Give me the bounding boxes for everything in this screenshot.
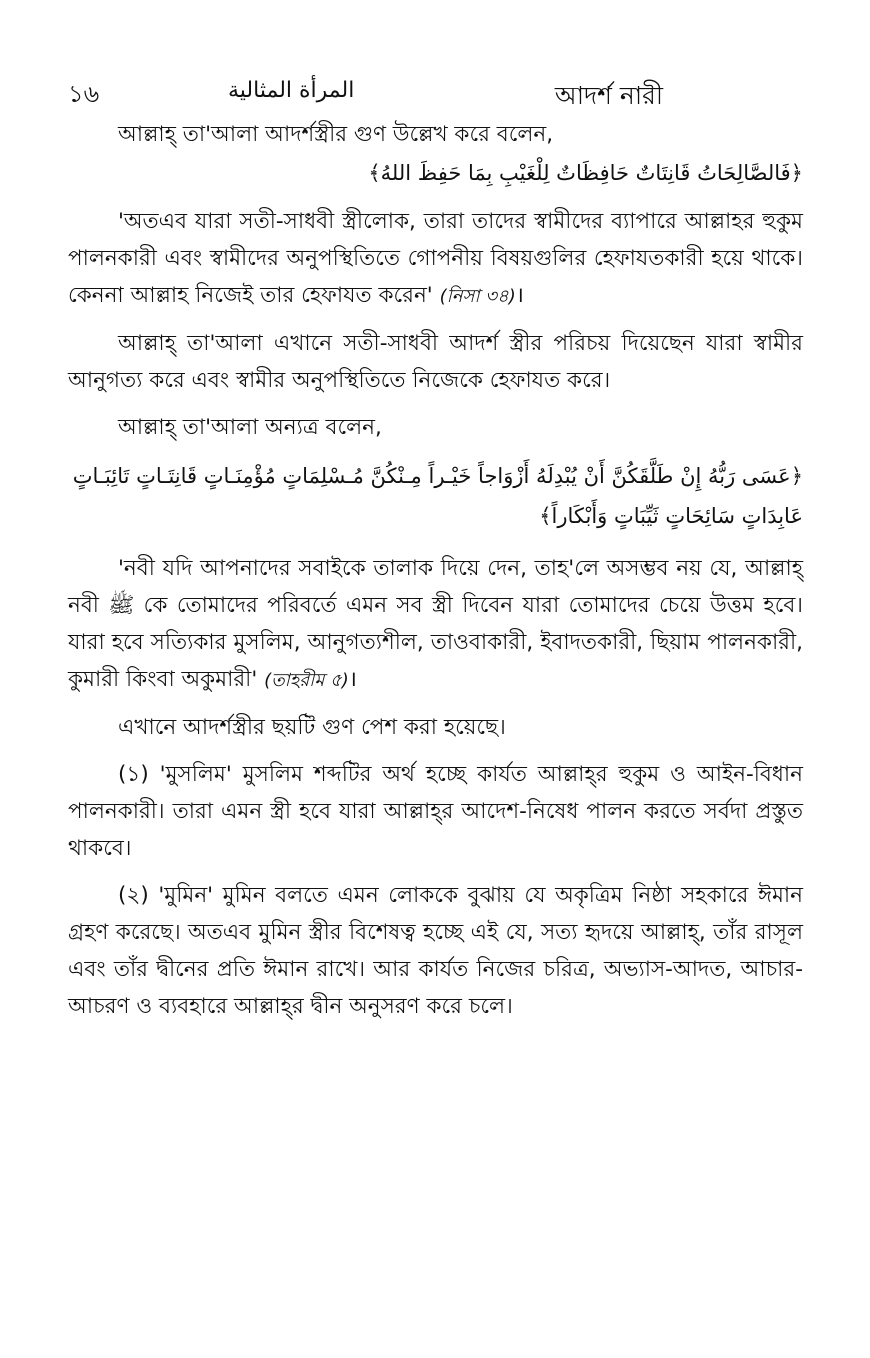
- translation-text-2: 'নবী যদি আপনাদের সবাইকে তালাক দিয়ে দেন, তাহ'লে অসম্ভব নয় যে, আল্লাহ্‌ নবী ﷺ কে তোমাদের পরিবর্তে এমন সব স্ত্রী দিবেন যারা তোমাদের চেয়ে উত্তম হবে। যারা হবে সত্যিকার মুসলিম, আনুগত্যশীল, তাওবাকারী, ইবাদতকারী, ছিয়াম পালনকারী, কুমারী কিংবা অকুমারী': [68, 556, 803, 692]
- quality-point-2: (২) 'মুমিন' মুমিন বলতে এমন লোককে বুঝায় যে অকৃত্রিম নিষ্ঠা সহকারে ঈমান গ্রহণ করেছে। অতএব মুমিন স্ত্রীর বিশেষত্ব হচ্ছে এই যে, সত্য হৃদয়ে আল্লাহ্‌, তাঁর রাসূল এবং তাঁর দ্বীনের প্রতি ঈমান রাখে। আর কার্যত নিজের চরিত্র, অভ্যাস-আদত, আচার-আচরণ ও ব্যবহারে আল্লাহ্‌র দ্বীন অনুসরণ করে চলে।: [68, 883, 803, 1019]
- intro-paragraph-1: আল্লাহ্‌ তা'আলা আদর্শস্ত্রীর গুণ উল্লেখ করে বলেন,: [118, 122, 554, 147]
- translation-paragraph-2: [68, 550, 803, 699]
- translation-paragraph-1: [68, 203, 803, 315]
- arabic-running-title: المرأة المثالية: [228, 78, 355, 103]
- reference-1: (নিসা ৩৪): [439, 286, 516, 307]
- page-header: [68, 70, 803, 116]
- reference-1-end: ।: [515, 283, 524, 308]
- reference-2: (তাহরীম ৫): [264, 670, 349, 691]
- qualities-intro: এখানে আদর্শস্ত্রীর ছয়টি গুণ পেশ করা হয়েছে।: [118, 715, 506, 740]
- quran-verse-2-line-1: ﴿عَسَى رَبُّهُ إِنْ طَلَّقَكُنَّ أَنْ يُبْدِلَهُ أَزْوَاجاً خَيْـراً مِـنْكُنَّ مُـسْلِمَاتٍ مُؤْمِنَـاتٍ قَانِتَـاتٍ تَائِبَـاتٍ: [72, 464, 803, 488]
- bengali-running-title: আদর্শ নারী: [554, 81, 663, 110]
- book-page: [68, 70, 803, 1025]
- reference-2-end: ।: [348, 667, 357, 692]
- page-number: ১৬: [68, 80, 100, 108]
- quran-verse-2-line-2: عَابِدَاتٍ سَائِحَاتٍ ثَيِّبَاتٍ وَأَبْكَاراً﴾: [539, 504, 803, 528]
- quality-point-1: (১) 'মুসলিম' মুসলিম শব্দটির অর্থ হচ্ছে কার্যত আল্লাহ্‌র হুকুম ও আইন-বিধান পালনকারী। তারা এমন স্ত্রী হবে যারা আল্লাহ্‌র আদেশ-নিষেধ পালন করতে সর্বদা প্রস্তুত থাকবে।: [68, 762, 803, 861]
- explanation-paragraph: আল্লাহ্‌ তা'আলা এখানে সতী-সাধবী আদর্শ স্ত্রীর পরিচয় দিয়েছেন যারা স্বামীর আনুগত্য করে এবং স্বামীর অনুপস্থিতিতে নিজেকে হেফাযত করে।: [68, 331, 803, 393]
- intro-paragraph-2: আল্লাহ্‌ তা'আলা অন্যত্র বলেন,: [118, 415, 382, 440]
- translation-text-1: 'অতএব যারা সতী-সাধবী স্ত্রীলোক, তারা তাদের স্বামীদের ব্যাপারে আল্লাহর হুকুম পালনকারী এবং স্বামীদের অনুপস্থিতিতে গোপনীয় বিষয়গুলির হেফাযতকারী হয়ে থাকে। কেননা আল্লাহ নিজেই তার হেফাযত করেন': [68, 209, 803, 308]
- quran-verse-1: ﴿فَالصَّالِحَاتُ قَانِتَاتٌ حَافِظَاتٌ لِلْغَيْبِ بِمَا حَفِظَ اللهُ﴾: [368, 161, 803, 185]
